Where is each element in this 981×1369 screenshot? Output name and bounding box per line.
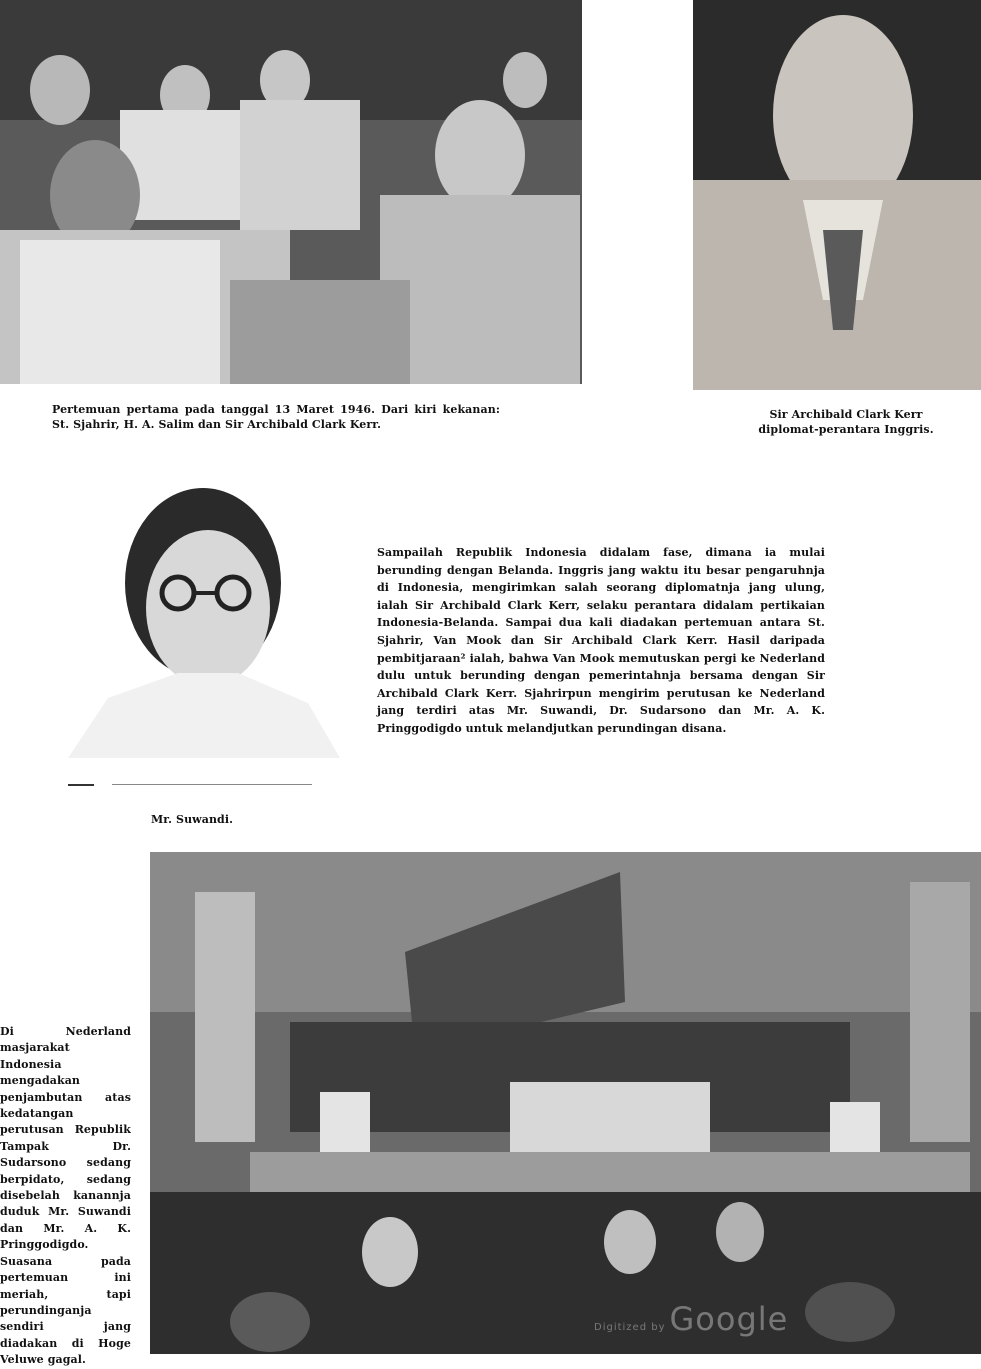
suwandi-photo-caption: Mr. Suwandi.: [151, 813, 234, 826]
portrait-photo-icon: [693, 0, 981, 390]
divider-line: [68, 784, 94, 786]
kerr-photo-caption: [748, 407, 944, 437]
assembly-hall-photo: [150, 852, 981, 1354]
meeting-photo-caption: Pertemuan pertama pada tanggal 13 Maret 1946. Dari kiri kekanan: St. Sjahrir, H. A. Salim dan Sir Archibald Clark Kerr.: [52, 403, 500, 431]
hall-photo-side-caption: Di Nederland masjarakat Indonesia mengadakan penjambutan atas kedatangan perutusan Republik Tampak Dr. Sudarsono sedang berpidato, sedang disebelah kanannja duduk Mr. Suwandi dan Mr. A. K. Pringgodigdo. Suasana pada pertemuan ini meriah, tapi perundinganja sendiri jang diadakan di Hoge Veluwe gagal.: [0, 1025, 131, 1367]
divider-line: [112, 784, 312, 785]
meeting-photo: [0, 0, 582, 384]
article-body-text: Sampailah Republik Indonesia didalam fase, dimana ia mulai berunding dengan Belanda. Inggris jang waktu itu besar pengaruhnja di Indonesia, mengirimkan salah seorang diplomatnja jang ulung, ialah Sir Archibald Clark Kerr, selaku perantara didalam pertikaian Indonesia-Belanda. Sampai dua kali diadakan pertemuan antara St. Sjahrir, Van Mook dan Sir Archibald Clark Kerr. Hasil daripada pembitjaraan² ialah, bahwa Van Mook memutuskan pergi ke Nederland dulu untuk berunding dengan pemerintahnja bersama dengan Sir Archibald Clark Kerr. Sjahrirpun mengirim perutusan ke Nederland jang terdiri atas Mr. Suwandi, Dr. Sudarsono dan Mr. A. K. Pringgodigdo untuk melandjutkan perundingan disana.: [377, 546, 825, 735]
assembly-hall-photo-icon: [150, 852, 981, 1354]
kerr-caption-line-2: diplomat-perantara Inggris.: [758, 423, 934, 436]
kerr-caption-line-1: Sir Archibald Clark Kerr: [769, 408, 923, 421]
kerr-portrait-photo: [693, 0, 981, 390]
google-watermark: [594, 1300, 788, 1338]
watermark-brand-text: Google: [669, 1300, 789, 1338]
portrait-photo-icon: [68, 488, 340, 758]
suwandi-portrait-photo: [68, 488, 340, 758]
watermark-small-text: Digitized by: [594, 1322, 666, 1333]
group-seated-photo-icon: [0, 0, 582, 384]
